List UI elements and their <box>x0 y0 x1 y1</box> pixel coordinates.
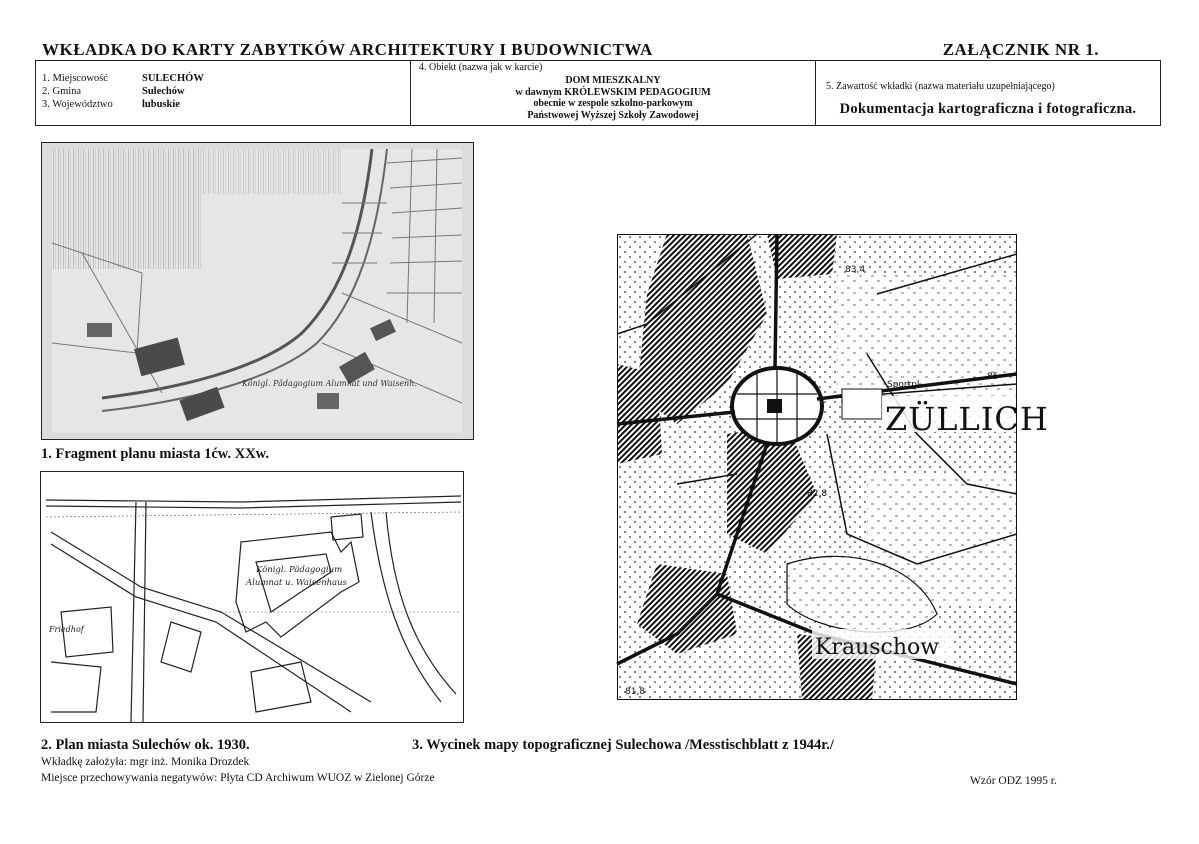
figure-3-caption: 3. Wycinek mapy topograficznej Sulechowa /Messtischblatt z 1944r./ <box>412 737 834 753</box>
figure-3-town-label: ZÜLLICH <box>885 400 1049 438</box>
field-town: 1. Miejscowość SULECHÓW <box>42 73 204 84</box>
contents-label: 5. Zawartość wkładki (nazwa materiału uzupełniającego) <box>826 81 1055 92</box>
object-cell <box>411 61 816 125</box>
contents-value: Dokumentacja kartograficzna i fotograficzna. <box>839 101 1137 117</box>
figure-1-map-label: Königl. Pädagogium Alumnat und Waisenh. <box>242 379 417 388</box>
contents-cell <box>816 61 1160 125</box>
object-label: 4. Obiekt (nazwa jak w karcie) <box>419 62 543 73</box>
figure-1-caption: 1. Fragment planu miasta 1ćw. XXw. <box>41 446 269 462</box>
figure-3-sport-label: Sportpl. <box>887 380 923 390</box>
field-voivodeship: 3. Województwo lubuskie <box>42 99 180 110</box>
figure-1-image <box>41 142 474 440</box>
figure-3-height-4: 85 <box>987 372 999 382</box>
figure-3-height-1: 83,4 <box>845 265 866 275</box>
figure-2-caption: 2. Plan miasta Sulechów ok. 1930. <box>41 737 250 753</box>
annex-label: ZAŁĄCZNIK NR 1. <box>942 40 1099 59</box>
pattern-note: Wzór ODZ 1995 r. <box>970 775 1057 787</box>
figure-2-map-label-2: Alumnat u. Waisenhaus <box>246 578 347 588</box>
figure-3-image <box>617 234 1049 700</box>
figure-2-image <box>40 471 464 723</box>
document-title: WKŁADKA DO KARTY ZABYTKÓW ARCHITEKTURY I BUDOWNICTWA <box>42 40 653 59</box>
figure-3-height-3: 81,8 <box>625 687 646 697</box>
figure-2-plan <box>41 472 463 722</box>
figure-3-height-2: 82,8 <box>807 489 828 499</box>
field-commune: 2. Gmina Sulechów <box>42 86 185 97</box>
figure-2-map-label-3: Friedhof <box>49 625 84 634</box>
object-name: DOM MIESZKALNY w dawnym KRÓLEWSKIM PEDAGOGIUM obecnie w zespole szkolno-parkowym Państwowej Wyższej Szkoły Zawodowej <box>515 75 711 121</box>
author-note: Wkładkę założyła: mgr inż. Monika Drozdek <box>41 756 250 768</box>
info-box <box>35 60 1161 126</box>
storage-note: Miejsce przechowywania negatywów: Płyta CD Archiwum WUOZ w Zielonej Górze <box>41 772 435 784</box>
figure-2-map-label-1: Königl. Pädagogium <box>256 565 343 575</box>
figure-3-topo-map <box>617 234 1049 700</box>
figure-1-plan <box>42 143 473 439</box>
location-cell <box>36 61 411 125</box>
figure-3-village-label: Krauschow <box>815 635 940 660</box>
